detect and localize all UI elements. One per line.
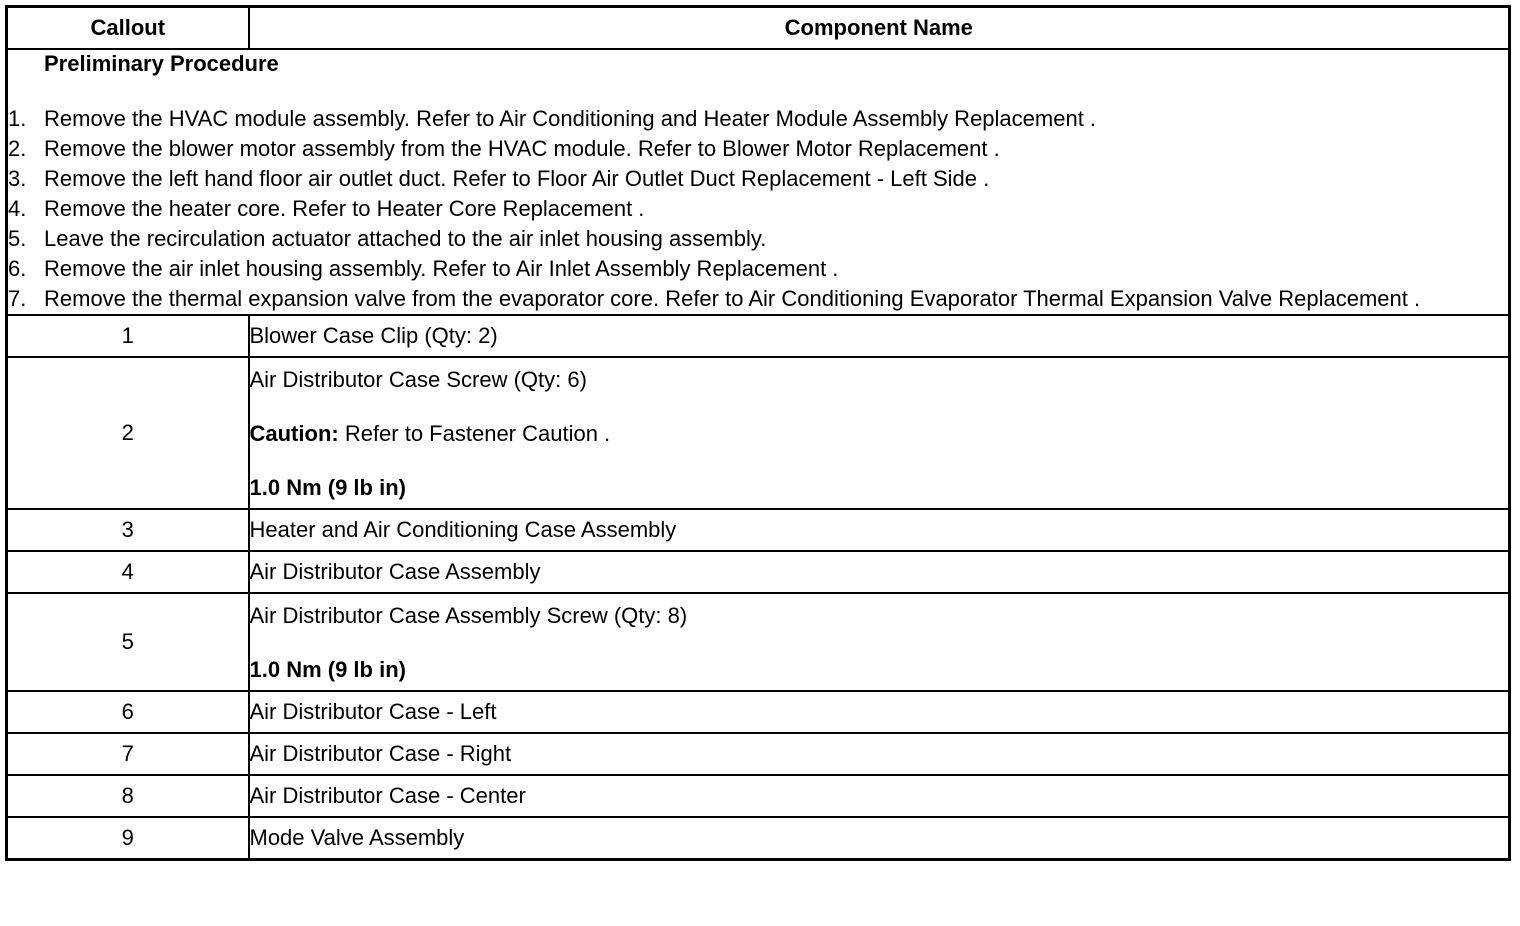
table-row xyxy=(7,691,1510,733)
step-number: 6. xyxy=(8,256,27,281)
step-text: Remove the thermal expansion valve from the evaporator core. Refer to Air Conditioning Evaporator Thermal Expansion Valve Replacement . xyxy=(44,286,1421,311)
table-row xyxy=(7,509,1510,551)
callout-number: 2 xyxy=(7,357,249,509)
callout-table-container xyxy=(5,5,1508,861)
procedure-step xyxy=(8,254,1508,284)
step-number: 2. xyxy=(8,136,27,161)
step-text: Remove the left hand floor air outlet duct. Refer to Floor Air Outlet Duct Replacement - Left Side . xyxy=(44,166,990,191)
procedure-step xyxy=(8,164,1508,194)
callout-number: 1 xyxy=(7,315,249,357)
component-name: Air Distributor Case Screw (Qty: 6) xyxy=(249,367,587,392)
caution-text: Refer to Fastener Caution . xyxy=(338,421,611,446)
procedure-step xyxy=(8,284,1508,314)
component-cell xyxy=(249,357,1510,509)
component-cell xyxy=(249,593,1510,691)
component-name: Air Distributor Case - Center xyxy=(249,775,1510,817)
table-row xyxy=(7,817,1510,860)
callout-number: 5 xyxy=(7,593,249,691)
table-header-row xyxy=(7,7,1510,50)
torque-spec: 1.0 Nm (9 lb in) xyxy=(249,657,406,682)
step-text: Leave the recirculation actuator attached to the air inlet housing assembly. xyxy=(44,226,767,251)
callout-number: 3 xyxy=(7,509,249,551)
component-name: Mode Valve Assembly xyxy=(249,817,1510,860)
component-name: Blower Case Clip (Qty: 2) xyxy=(249,315,1510,357)
callout-number: 7 xyxy=(7,733,249,775)
component-name: Air Distributor Case - Left xyxy=(249,691,1510,733)
preliminary-procedure-row xyxy=(7,49,1510,315)
step-text: Remove the heater core. Refer to Heater Core Replacement . xyxy=(44,196,645,221)
procedure-step xyxy=(8,134,1508,164)
step-text: Remove the blower motor assembly from the HVAC module. Refer to Blower Motor Replacement . xyxy=(44,136,1000,161)
procedure-step xyxy=(8,194,1508,224)
table-row xyxy=(7,593,1510,691)
component-name: Air Distributor Case Assembly xyxy=(249,551,1510,593)
preliminary-procedure xyxy=(7,49,1510,315)
caution-label: Caution: xyxy=(249,421,339,446)
torque-spec: 1.0 Nm (9 lb in) xyxy=(249,475,406,500)
header-component-name: Component Name xyxy=(249,7,1510,50)
procedure-step xyxy=(8,104,1508,134)
callout-number: 9 xyxy=(7,817,249,860)
component-name: Air Distributor Case - Right xyxy=(249,733,1510,775)
callout-number: 8 xyxy=(7,775,249,817)
preliminary-title: Preliminary Procedure xyxy=(44,51,279,76)
table-row xyxy=(7,551,1510,593)
callout-table xyxy=(5,5,1511,861)
step-number: 5. xyxy=(8,226,27,251)
procedure-step xyxy=(8,224,1508,254)
step-number: 7. xyxy=(8,286,27,311)
table-row xyxy=(7,315,1510,357)
table-row xyxy=(7,775,1510,817)
callout-number: 6 xyxy=(7,691,249,733)
step-number: 1. xyxy=(8,106,27,131)
step-number: 3. xyxy=(8,166,27,191)
step-text: Remove the HVAC module assembly. Refer to Air Conditioning and Heater Module Assembly Replacement . xyxy=(44,106,1097,131)
callout-number: 4 xyxy=(7,551,249,593)
header-callout: Callout xyxy=(7,7,249,50)
caution-note xyxy=(250,420,1509,448)
step-text: Remove the air inlet housing assembly. Refer to Air Inlet Assembly Replacement . xyxy=(44,256,839,281)
procedure-steps xyxy=(8,104,1508,314)
step-number: 4. xyxy=(8,196,27,221)
component-name: Air Distributor Case Assembly Screw (Qty: 8) xyxy=(249,603,688,628)
table-row xyxy=(7,357,1510,509)
table-row xyxy=(7,733,1510,775)
component-name: Heater and Air Conditioning Case Assembly xyxy=(249,509,1510,551)
